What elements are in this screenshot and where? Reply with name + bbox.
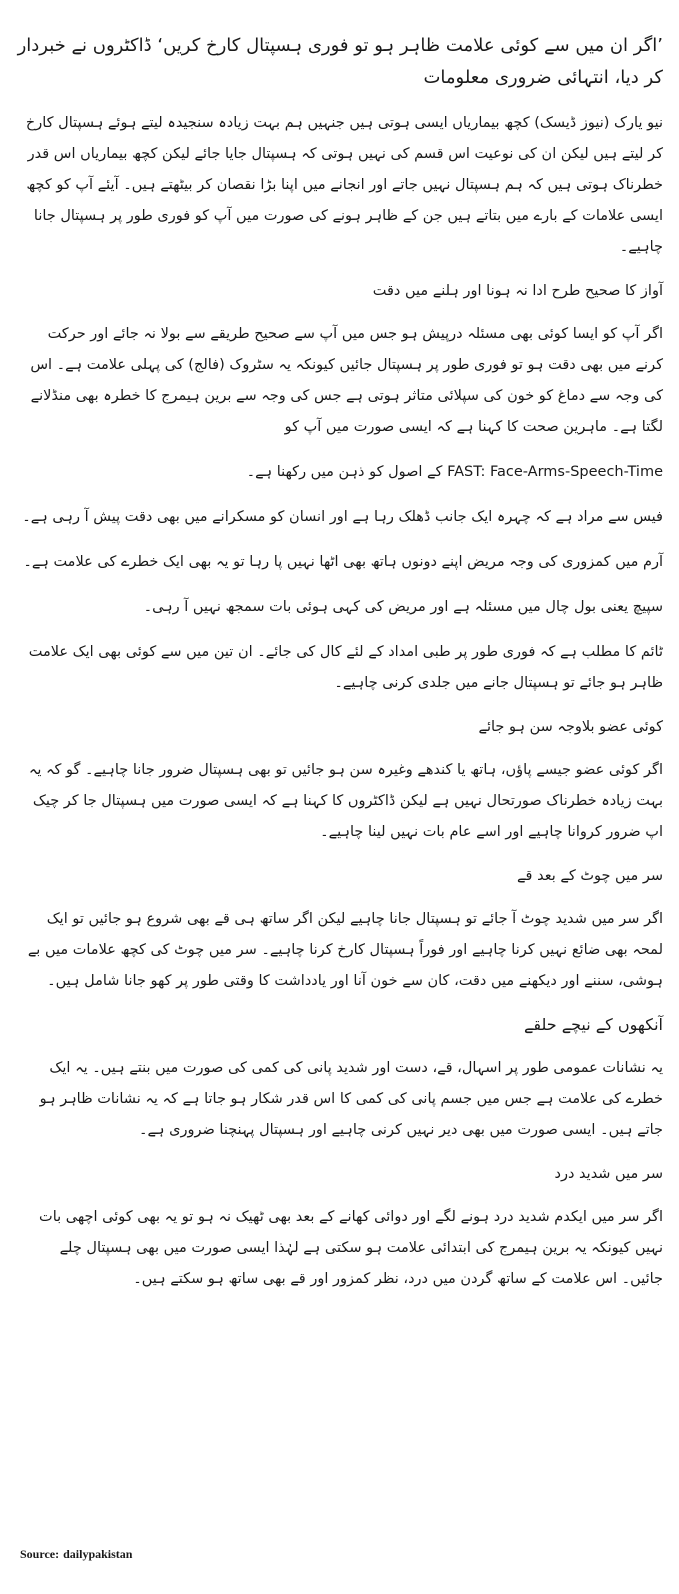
intro-paragraph: نیو یارک (نیوز ڈیسک) کچھ بیماریاں ایسی ہوتی ہیں جنہیں ہم بہت زیادہ سنجیدہ لیتے ہوئے ہسپتال کارخ کر لیتے ہیں لیکن ان کی نوعیت اس قسم کی نہیں ہوتی کہ ہسپتال جایا جائے لیکن کچھ بیماریاں اس قدر خطرناک ہوتی ہیں کہ ہم ہسپتال نہیں جاتے اور انجانے میں اپنا بڑا نقصان کر بیٹھتے ہیں۔ آیئے آپ کو کچھ ایسی علامات کے بارے میں بتاتے ہیں جن کے ظاہر ہونے کی صورت میں آپ کو فوری طور پر ہسپتال جانا چاہیے۔ [25, 115, 663, 255]
source-label: Source: [20, 1547, 60, 1561]
head-injury-paragraph: اگر سر میں شدید چوٹ آ جائے تو ہسپتال جانا چاہیے لیکن اگر ساتھ ہی قے بھی شروع ہو جائیں تو ایک لمحہ بھی ضائع نہیں کرنا چاہیے اور فوراً ہسپتال کارخ کرنا چاہیے۔ سر میں چوٹ کی کچھ علامات میں بے ہوشی، سننے اور دیکھنے میں دقت، کان سے خون آنا اور یادداشت کا وقتی طور پر کھو جانا شامل ہیں۔ [27, 911, 663, 989]
article-title: ’اگر ان میں سے کوئی علامت ظاہر ہو تو فوری ہسپتال کارخ کریں‘ ڈاکٹروں نے خبردار کر دیا، انتہائی ضروری معلومات [17, 35, 663, 88]
source-credit [20, 1547, 132, 1562]
section-heading-eyes: آنکھوں کے نیچے حلقے [523, 1015, 663, 1034]
limb-paragraph: اگر کوئی عضو جیسے پاؤں، ہاتھ یا کندھے وغیرہ سن ہو جائیں تو بھی ہسپتال ضرور جانا چاہیے۔ گو کہ یہ بہت زیادہ خطرناک صورتحال نہیں ہے لیکن ڈاکٹروں کا کہنا ہے کہ ایسی صورت میں ہسپتال جا کر چیک اپ ضرور کروانا چاہیے اور اسے عام بات نہیں لینا چاہیے۔ [28, 762, 663, 840]
section-heading-limb: کوئی عضو بلاوجہ سن ہو جائے [478, 719, 663, 735]
voice-paragraph-1: اگر آپ کو ایسا کوئی بھی مسئلہ درپیش ہو جس میں آپ سے صحیح طریقے سے بولا نہ جائے اور حرکت کرنے میں بھی دقت ہو تو فوری طور پر ہسپتال جائیں کیونکہ یہ سٹروک (فالج) کی پہلی علامت ہے۔ اس کی وجہ سے دماغ کو خون کی سپلائی متاثر ہوتی ہے جس کی وجہ سے برین ہیمرج کا خطرہ بھی منڈلانے لگتا ہے۔ ماہرین صحت کا کہنا ہے کہ ایسی صورت میں آپ کو [30, 326, 663, 435]
section-heading-voice: آواز کا صحیح طرح ادا نہ ہونا اور ہلنے میں دقت [372, 283, 663, 299]
voice-paragraph-speech: سپیچ یعنی بول چال میں مسئلہ ہے اور مریض کی کہی ہوئی بات سمجھ نہیں آ رہی۔ [143, 599, 663, 615]
section-heading-headache: سر میں شدید درد [554, 1166, 663, 1182]
voice-paragraph-arm: آرم میں کمزوری کی وجہ مریض اپنے دونوں ہاتھ بھی اٹھا نہیں پا رہا تو یہ بھی ایک خطرے کی علامت ہے۔ [23, 554, 663, 570]
source-value: dailypakistan [63, 1547, 133, 1561]
voice-paragraph-time: ٹائم کا مطلب ہے کہ فوری طور پر طبی امداد کے لئے کال کی جائے۔ ان تین میں سے کوئی بھی ایک علامت ظاہر ہو جائے تو ہسپتال جانے میں جلدی کرنی چاہیے۔ [28, 644, 663, 691]
eyes-paragraph: یہ نشانات عمومی طور پر اسہال، قے، دست اور شدید پانی کی کمی کی صورت میں بنتے ہیں۔ یہ ایک خطرے کی علامت ہے جس میں جسم پانی کی کمی کا اس قدر شکار ہو جاتا ہے کہ یہ نشانات ظاہر ہو جاتے ہیں۔ ایسی صورت میں بھی دیر نہیں کرنی چاہیے اور ہسپتال پہنچنا ضروری ہے۔ [39, 1060, 663, 1138]
voice-paragraph-fast: FAST: Face-Arms-Speech-Time کے اصول کو ذہن میں رکھنا ہے۔ [246, 464, 663, 480]
section-heading-head-injury: سر میں چوٹ کے بعد قے [517, 868, 663, 884]
headache-paragraph: اگر سر میں ایکدم شدید درد ہونے لگے اور دوائی کھانے کے بعد بھی ٹھیک نہ ہو تو یہ بھی کوئی اچھی بات نہیں کیونکہ یہ برین ہیمرج کی ابتدائی علامت ہو سکتی ہے لہٰذا ایسی صورت میں بھی ہسپتال چلے جائیں۔ اس علامت کے ساتھ گردن میں درد، نظر کمزور اور قے بھی ساتھ ہو سکتے ہیں۔ [39, 1209, 663, 1287]
voice-paragraph-face: فیس سے مراد ہے کہ چہرہ ایک جانب ڈھلک رہا ہے اور انسان کو مسکرانے میں بھی دقت پیش آ رہی ہے۔ [22, 509, 663, 525]
